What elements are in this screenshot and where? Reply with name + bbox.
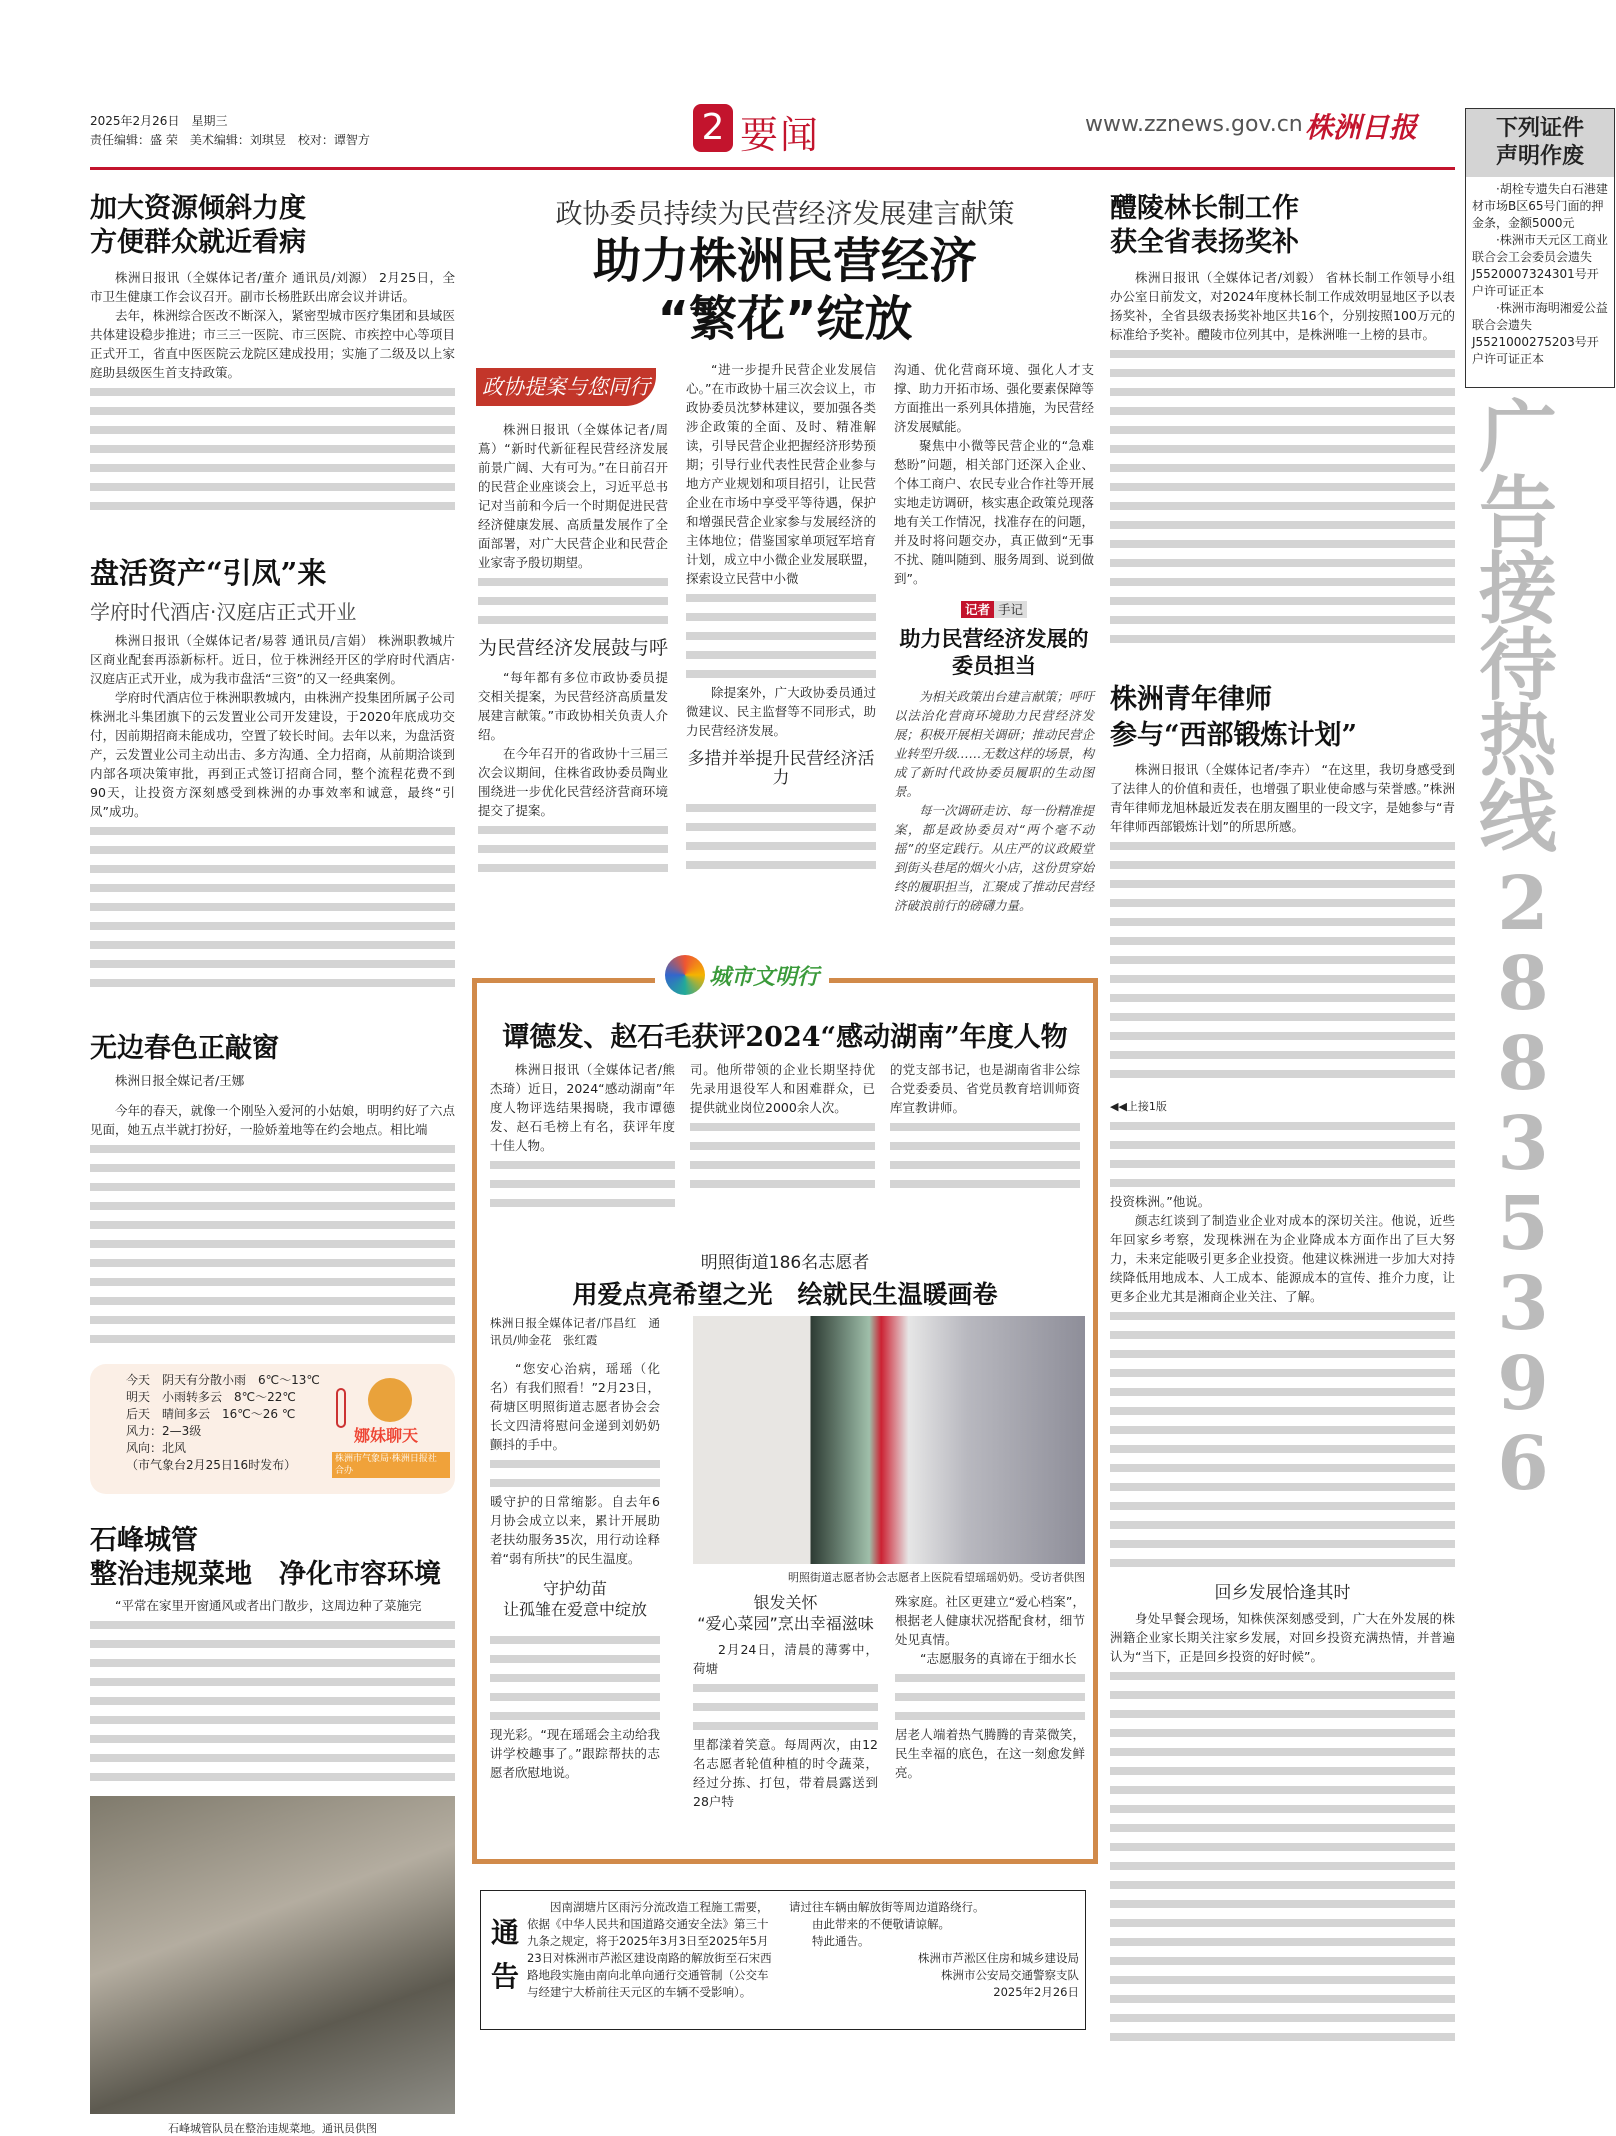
lead-col-3 <box>894 360 1094 915</box>
weather-wind-direction: 风向：北风 <box>126 1441 187 1455</box>
civic-logo-text: 城市文明行 <box>709 964 820 990</box>
article-text-lines <box>895 1668 1085 1725</box>
issue-date: 2025年2月26日 星期三 <box>90 114 228 128</box>
news-photo <box>90 1796 455 2114</box>
section-subhead: 守护幼苗 <box>542 1579 607 1598</box>
article-text-lines <box>693 1678 878 1735</box>
notice-signatory: 株洲市公安局交通警察支队 <box>941 1968 1079 1982</box>
header-rule <box>90 167 1455 170</box>
article-text: “进一步提升民营企业发展信心。”在市政协十届三次会议上，市政协委员沈梦林建议，要加强各类涉企政策的全面、及时、精准解读，引导民营企业把握经济形势预期；引导行业代表性民营企业参与地方产业规划和项目招引，让民营企业在市场中享受平等待遇，保护和增强民营企业家参与发展经济的主体地位；借鉴国家单项冠军培育计划，成立中小微企业发展联盟，探索设立民营中小微 <box>686 362 876 586</box>
lead-col-2 <box>686 360 876 874</box>
ad-hotline-text: 广告接待热线 <box>1478 392 1557 863</box>
article-text: 除提案外，广大政协委员通过微建议、民主监督等不同形式，助力民营经济发展。 <box>686 685 876 738</box>
article-text: 颜志红谈到了制造业企业对成本的深切关注。他说，近些年回家乡考察，发现株洲在为企业降成本方面作出了巨大努力，未来定能吸引更多企业投资。他建议株洲进一步加大对持续降低用地成本、人工成本、能源成本的宣传、推介力度，让更多企业尤其是湘商企业关注、了解。 <box>1110 1213 1455 1304</box>
article-text: 去年，株洲综合医改不断深入，紧密型城市医疗集团和县域医共体建设稳步推进；市三三一医院、市三医院、市疾控中心等项目正式开工，省直中医医院云龙院区建成投用；实施了二级及以上家庭助县级医生首支持政策。 <box>90 308 455 380</box>
headline: 无边春色正敲窗 <box>90 1033 279 1064</box>
article-text-lines <box>490 1454 660 1492</box>
article-text: 居老人端着热气腾腾的青菜微笑，民生幸福的底色，在这一刻愈发鲜亮。 <box>895 1727 1085 1780</box>
article-text-lines <box>1110 836 1455 1083</box>
left-column <box>90 192 455 2136</box>
weather-after: 后天 晴间多云 16℃～26 ℃ <box>126 1407 296 1421</box>
article-text: 沟通、优化营商环境、强化人才支撑、助力开拓市场、强化要素保障等方面推出一系列具体措施，为民营经济发展赋能。 <box>894 362 1095 434</box>
article-text-lines <box>478 820 668 877</box>
volunteer-kicker: 明照街道186名志愿者 <box>700 1253 870 1273</box>
article-text-lines <box>1110 1116 1455 1192</box>
weather-badge <box>332 1378 450 1478</box>
article-text: 株洲日报讯（全媒体记者/熊杰琦）近日，2024“感动湖南”年度人物评选结果揭晓，我市谭德发、赵石毛榜上有名，获评年度十佳人物。 <box>490 1062 675 1153</box>
article-text-lines <box>90 1615 455 1786</box>
continued-from: ◀◀上接1版 <box>1110 1100 1167 1113</box>
notice-text: 因南湖塘片区雨污分流改造工程施工需要，依据《中华人民共和国道路交通安全法》第三十九条之规定，将于2025年3月3日至2025年5月23日对株洲市芦淞区建设南路的解放街至石宋西路地段实施由南向北单向通行交通管制（公交车与经建宁大桥前往天元区的车辆不受影响）。 <box>527 1900 772 1999</box>
notice-text: 特此通告。 <box>812 1934 870 1948</box>
civic-emblem-icon <box>665 955 705 995</box>
article-text: 司。他所带领的企业长期坚持优先录用退役军人和困难群众，已提供就业岗位2000余人次。 <box>690 1062 875 1115</box>
newspaper-logo: 株洲日报 <box>1305 111 1418 144</box>
article-text-lines <box>90 821 455 992</box>
classified-item: ·胡栓专遗失白石港建材市场B区65号门面的押金条，金额5000元 <box>1472 182 1608 230</box>
weather-issued: （市气象台2月25日16时发布） <box>126 1458 297 1472</box>
editors-line: 责任编辑：盛 荣 美术编辑：刘琪昱 校对：谭智方 <box>90 133 370 147</box>
lead-headline-line: “繁花”绽放 <box>657 291 913 347</box>
article-text-lines <box>478 572 668 629</box>
article-text: 今年的春天，就像一个刚坠入爱河的小姑娘，明明约好了六点见面，她五点半就打扮好，一脸娇羞地等在约会地点。相比端 <box>90 1103 455 1137</box>
lead-kicker: 政协委员持续为民营经济发展建言献策 <box>555 199 1015 230</box>
article-text: 暖守护的日常缩影。自去年6月协会成立以来，累计开展助老扶幼服务35次，用行动诠释着“弱有所扶”的民生温度。 <box>490 1494 660 1566</box>
article-text: 现光彩。“现在瑶瑶会主动给我讲学校趣事了。”跟踪帮扶的志愿者欣慰地说。 <box>490 1727 660 1780</box>
column-banner: 政协提案与您同行 <box>476 368 656 406</box>
article-text: 的党支部书记，也是湖南省非公综合党委委员、省党员教育培训师资库宣教讲师。 <box>890 1062 1080 1115</box>
weather-wind-force: 风力：2—3级 <box>126 1424 202 1438</box>
classified-header <box>1466 109 1614 177</box>
notes-text: 每一次调研走访、每一份精准提案，都是政协委员对“两个毫不动摇”的坚定践行。从庄严的议政殿堂到街头巷尾的烟火小店，这份贯穿始终的履职担当，汇聚成了推动民营经济破浪前行的磅礴力量。 <box>894 803 1095 913</box>
lead-col-1 <box>478 420 668 877</box>
headline: 株洲青年律师 <box>1110 684 1272 715</box>
article-text: 在今年召开的省政协十三届三次会议期间，住株省政协委员陶业围绕进一步优化民营经济营商环境提交了提案。 <box>478 746 668 818</box>
notice-signatory: 株洲市芦淞区住房和城乡建设局 <box>918 1951 1079 1965</box>
article-text-lines <box>1110 1666 1455 2046</box>
traffic-notice <box>480 1890 1086 2030</box>
photo-caption: 明照街道志愿者协会志愿者上医院看望瑶瑶奶奶。受访者供图 <box>788 1571 1085 1584</box>
article-text-lines <box>90 1139 455 1348</box>
classified-item: ·株洲市天元区工商业联合会工会委员会遗失J5520007324301号开户许可证正本 <box>1472 233 1608 298</box>
article-text: “您安心治病，瑶瑶（化名）有我们照看！”2月23日，荷塘区明照街道志愿者协会会长文四清将慰问金递到刘奶奶颤抖的手中。 <box>490 1361 660 1452</box>
article-text: 株洲日报讯（全媒体记者/周蔦）“新时代新征程民营经济发展前景广阔、大有可为。”在日前召开的民营企业座谈会上，习近平总书记对当前和今后一个时期促进民营经济健康发展、高质量发展作了全面部署，对广大民营企业和民营企业家寄予殷切期望。 <box>478 422 668 570</box>
headline: 方便群众就近看病 <box>90 227 306 258</box>
headline: 石峰城管 <box>90 1525 198 1556</box>
article-text-lines <box>490 1155 675 1212</box>
article-text: “志愿服务的真谛在于细水长 <box>920 1651 1077 1666</box>
article-text-lines <box>686 798 876 874</box>
lead-headline-line: 助力株洲民营经济 <box>592 233 977 289</box>
notes-tag-gray: 手记 <box>994 601 1027 618</box>
volunteer-photo <box>693 1316 1085 1564</box>
article-text: 聚焦中小微等民营企业的“急难愁盼”问题，相关部门还深入企业、个体工商户、农民专业合作社等开展实地走访调研，核实惠企政策兑现落地有关工作情况，找准存在的问题，并及时将问题交办，真正做到“无事不扰、随叫随到、服务周到、说到做到”。 <box>894 438 1095 586</box>
civic-headline: 谭德发、赵石毛获评2024“感动湖南”年度人物 <box>502 1022 1068 1053</box>
weather-badge-title: 娜妹聊天 <box>354 1426 419 1445</box>
notes-tag-red: 记者 <box>961 601 994 618</box>
section-subhead: 为民营经济发展鼓与呼 <box>478 637 669 659</box>
notice-label: 告 <box>491 1960 520 1993</box>
weather-badge-sub: 株洲市气象局·株洲日报社 合办 <box>332 1452 450 1478</box>
section-subhead: “爱心菜园”烹出幸福滋味 <box>697 1614 874 1633</box>
section-subhead: 银发关怀 <box>753 1593 818 1612</box>
article-text-lines <box>690 1117 875 1193</box>
host-avatar <box>368 1378 412 1422</box>
section-title: 要闻 <box>740 113 821 157</box>
ad-hotline-phone: 28835396 <box>1497 861 1549 1507</box>
article-text: 株洲日报讯（全媒体记者/董介 通讯员/刘源） 2月25日，全市卫生健康工作会议召开。副市长杨胜跃出席会议并讲话。 <box>90 270 455 304</box>
notes-headline: 助力民营经济发展的委员担当 <box>899 626 1089 678</box>
notes-text: 为相关政策出台建言献策；呼吁以法治化营商环境助力民营经济发展；积极开展相关调研；推动民营企业转型升级……无数这样的场景，构成了新时代政协委员履职的生动图景。 <box>894 689 1095 799</box>
subheadline: 学府时代酒店·汉庭店正式开业 <box>90 600 357 624</box>
section-subhead: 多措并举提升民营经济活力 <box>687 749 875 788</box>
byline: 株洲日报全媒记者/王娜 <box>115 1073 245 1088</box>
article-text: “平常在家里开窗通风或者出门散步，这周边种了菜施完 <box>115 1598 422 1613</box>
notice-text: 请过往车辆由解放街等周边道路绕行。 <box>789 1900 985 1914</box>
article-text: 殊家庭。社区更建立“爱心档案”，根据老人健康状况搭配食材，细节处见真情。 <box>895 1594 1085 1647</box>
weather-tomorrow: 明天 小雨转多云 8℃～22℃ <box>126 1390 296 1404</box>
classified-item: ·株洲市海明湘爱公益联合会遗失J5521000275203号开户许可证正本 <box>1472 301 1608 366</box>
photo-caption: 石峰城管队员在整治违规菜地。通讯员供图 <box>168 2122 377 2135</box>
reporter-notes-tag <box>894 600 1094 619</box>
article-text-lines <box>1110 1306 1455 1572</box>
section-subhead: 回乡发展恰逢其时 <box>1214 1583 1351 1603</box>
article-text-lines <box>686 588 876 683</box>
headline: 醴陵林长制工作 <box>1110 193 1299 224</box>
weather-box <box>90 1364 455 1494</box>
article-text: “每年都有多位市政协委员提交相关提案，为民营经济高质量发展建言献策。”市政协相关负责人介绍。 <box>478 670 668 742</box>
thermometer-icon <box>336 1388 346 1428</box>
classified-title: 下列证件 <box>1495 116 1584 141</box>
classified-box <box>1465 108 1615 388</box>
article-text: 里都漾着笑意。每周两次，由12名志愿者轮值种植的时令蔬菜，经过分拣、打包，带着晨露送到28户特 <box>693 1737 878 1809</box>
headline: 加大资源倾斜力度 <box>90 193 306 224</box>
byline: 株洲日报全媒体记者/邝昌红 通讯员/帅金花 张红霞 <box>490 1316 660 1347</box>
section-subhead: 让孤雏在爱意中绽放 <box>502 1600 647 1619</box>
headline: 参与“西部锻炼计划” <box>1110 720 1358 751</box>
website: www.zznews.gov.cn <box>1085 112 1303 137</box>
article-text: 株洲日报讯（全媒体记者/刘毅） 省林长制工作领导小组办公室日前发文，对2024年度林长制工作成效明显地区予以表扬奖补，全省县级表扬奖补地区共16个，分别按照100万元的标准给予奖补。醴陵市位列其中，是株洲唯一上榜的县市。 <box>1110 270 1455 342</box>
headline: 整治违规菜地 净化市容环境 <box>90 1559 441 1590</box>
page-number-badge: 2 <box>693 104 733 152</box>
headline: 盘活资产“引凤”来 <box>90 556 327 590</box>
volunteer-headline: 用爱点亮希望之光 绘就民生温暖画卷 <box>572 1280 998 1309</box>
notice-text: 由此带来的不便敬请谅解。 <box>812 1917 950 1931</box>
article-text: 株洲日报讯（全媒体记者/易蓉 通讯员/言娟） 株洲职教城片区商业配套再添新标杆。近日，位于株洲经开区的学府时代酒店·汉庭店正式开业，成为我市盘活“三资”的又一经典案例。 <box>90 633 455 686</box>
notice-label: 通 <box>491 1916 520 1949</box>
right-column <box>1110 192 1455 2046</box>
article-text: 株洲日报讯（全媒体记者/李卉） “在这里，我切身感受到了法律人的价值和责任，也增强了职业使命感与荣誉感。”株洲青年律师龙旭林最近发表在朋友圈里的一段文字，是她参与“青年律师西部锻炼计划”的所思所感。 <box>1110 762 1455 834</box>
article-text: 身处早餐会现场，知株侠深刻感受到，广大在外发展的株洲籍企业家长期关注家乡发展，对回乡投资充满热情，并普遍认为“当下，正是回乡投资的好时候”。 <box>1110 1611 1455 1664</box>
article-text: 2月24日，清晨的薄雾中，荷塘 <box>693 1642 878 1676</box>
article-text-lines <box>1110 344 1455 648</box>
notice-date: 2025年2月26日 <box>993 1985 1079 1999</box>
article-text: 学府时代酒店位于株洲职教城内，由株洲产投集团所属子公司株洲北斗集团旗下的云发置业公司开发建设，于2020年底成功交付，因前期招商未能成功，空置了较长时间。去年以来，为盘活资产，云发置业公司主动出击、多方沟通、全力招商，从前期洽谈到内部各项决策审批，再到正式签订招商合同，整个流程花费不到90天，让投资方深刻感受到株洲的办事效率和诚意，最终“引凤”成功。 <box>90 690 455 819</box>
civic-logo <box>655 955 829 995</box>
article-text-lines <box>90 382 455 515</box>
article-text-lines <box>490 1630 660 1725</box>
article-text-lines <box>890 1117 1080 1193</box>
headline: 获全省表扬奖补 <box>1110 227 1299 258</box>
ad-hotline <box>1478 392 1568 1507</box>
classified-title: 声明作废 <box>1495 144 1584 169</box>
weather-today: 今天 阴天有分散小雨 6℃～13℃ <box>126 1373 320 1387</box>
article-text: 投资株洲。”他说。 <box>1110 1194 1211 1209</box>
lead-headline <box>470 232 1100 348</box>
